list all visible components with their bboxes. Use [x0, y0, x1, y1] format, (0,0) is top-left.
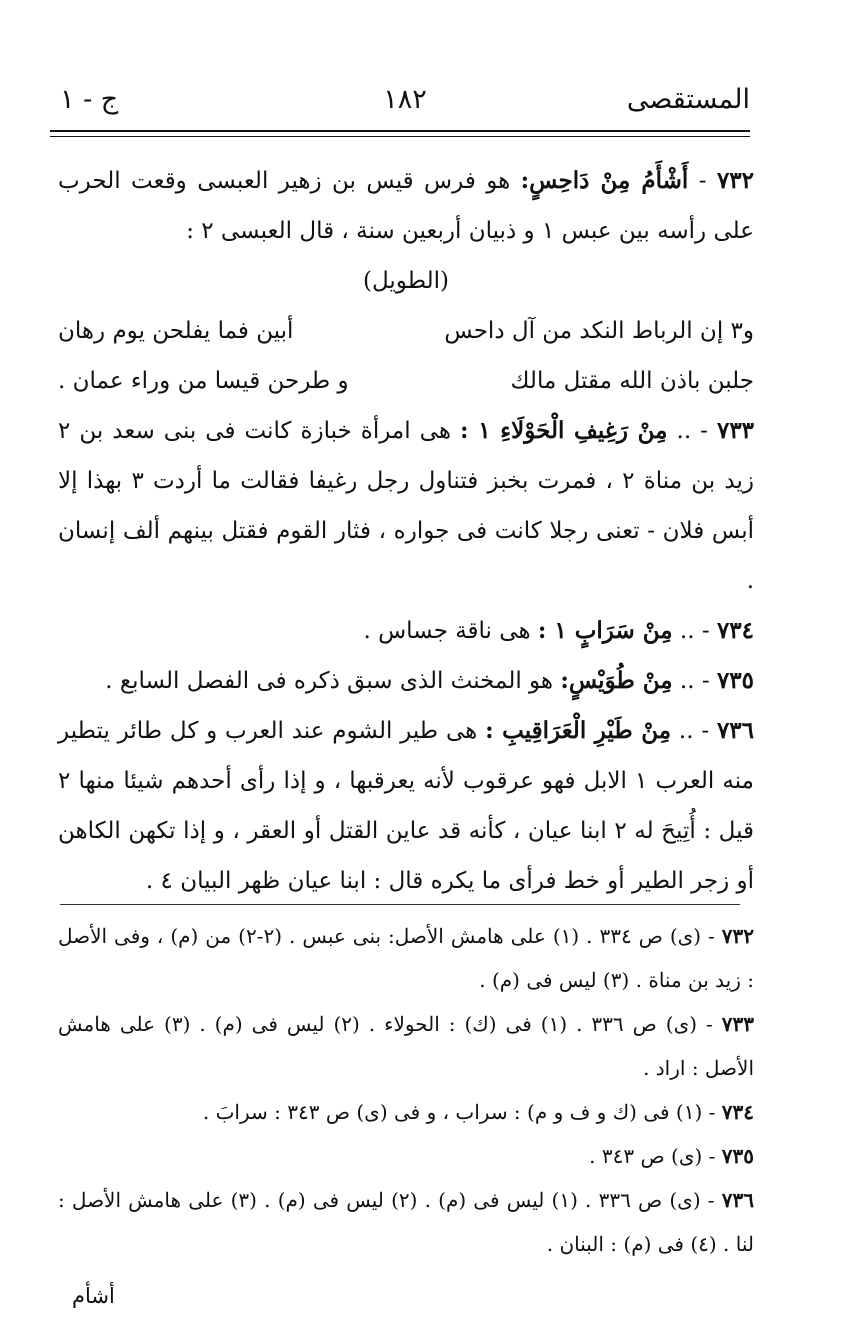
entry-headword: مِنْ سَرَابٍ ١ : [537, 617, 673, 644]
main-text [58, 156, 754, 906]
footnote-text: - (١) فى (ك و ف و م) : سراب ، و فى (ى) ص ٣٤٣ : سرابَ . [202, 1100, 722, 1124]
entry-text: هى طير الشوم عند العرب و كل طائر يتطير منه العرب ١ الابل فهو عرقوب لأنه يعرقبها ، و إذا رأى أحدهم شيئا منها ٢ قيل : أُتِيحَ له ٢ ابنا عيان ، كأنه قد عاين القتل أو العقر ، و إذا تكهن الكاهن أو زجر الطير أو خط فرأى ما يكره قال : ابنا عيان ظهر البيان ٤ . [58, 718, 755, 894]
footnote-number: ٧٣٣ [721, 1012, 754, 1036]
footnote-number: ٧٣٤ [721, 1100, 754, 1124]
footnote-732 [58, 914, 754, 1002]
entry-text: هى ناقة جساس . [363, 618, 538, 644]
entry-number: ٧٣٥ [716, 667, 754, 694]
footnote-number: ٧٣٥ [721, 1144, 754, 1168]
entry-text: هو المخنث الذى سبق ذكره فى الفصل السابع . [105, 668, 561, 694]
entry-734 [58, 606, 754, 656]
book-title: المستقصى [626, 84, 750, 115]
entry-text: هو فرس قيس بن زهير العبسى وقعت الحرب على رأسه بين عبس ١ و ذبيان أربعين سنة ، قال العبسى ٢ : [58, 168, 754, 244]
header-rule-thick [50, 130, 750, 132]
footnote-text: - (ى) ص ٣٣٤ . (١) على هامش الأصل: بنى عبس . (٢-٢) من (م) ، وفى الأصل : زيد بن مناة . (٣) ليس فى (م) . [58, 924, 754, 992]
verse-line [58, 306, 754, 356]
footnote-734 [58, 1090, 754, 1134]
verse-first-hemistich: جلبن باذن الله مقتل مالك [510, 368, 754, 394]
entry-dash: - .. [671, 718, 717, 744]
entry-number: ٧٣٦ [716, 717, 755, 744]
entry-dash: - .. [672, 668, 717, 694]
entry-dash: - .. [672, 618, 717, 644]
volume-label: ج - ١ [60, 84, 119, 115]
page-number: ١٨٢ [383, 84, 427, 115]
footnote-number: ٧٣٢ [721, 924, 755, 948]
entry-headword: مِنْ طَيْرِ الْعَرَاقِيبِ : [485, 717, 672, 744]
entry-736 [58, 706, 754, 906]
verse-second-hemistich: و طرحن قيسا من وراء عمان . [58, 368, 349, 394]
entry-number: ٧٣٤ [716, 617, 754, 644]
footnote-separator [60, 904, 740, 905]
footnotes [58, 914, 754, 1266]
entry-headword: مِنْ رَغِيفِ الْحَوْلَاءِ ١ : [459, 417, 668, 444]
header-rule-thin [50, 136, 750, 137]
entry-735 [58, 656, 754, 706]
entry-732 [58, 156, 754, 256]
verse-second-hemistich: أبين فما يفلحن يوم رهان [58, 318, 294, 344]
footnote-733 [58, 1002, 754, 1090]
entry-dash: - .. [667, 418, 717, 444]
entry-number: ٧٣٣ [716, 417, 755, 444]
entry-text: هى امرأة خبازة كانت فى بنى سعد بن ٢ زيد بن مناة ٢ ، فمرت بخبز فتناول رجل رغيفا فقالت ما أردت ٣ بهذا إلا أبس فلان - تعنى رجلا كانت فى جواره ، فثار القوم فقتل بينهم ألف إنسان . [58, 418, 754, 594]
catchword: أشأم [72, 1284, 115, 1308]
page-header [60, 84, 750, 124]
entry-headword: مِنْ طُوَيْسٍ: [560, 667, 673, 694]
verse-first-hemistich: و٣ إن الرباط النكد من آل داحس [444, 318, 754, 344]
footnote-735 [58, 1134, 754, 1178]
footnote-text: - (ى) ص ٣٣٦ . (١) فى (ك) : الحولاء . (٢) ليس فى (م) . (٣) على هامش الأصل : اراد . [58, 1012, 754, 1080]
entry-733 [58, 406, 754, 606]
entry-headword: أَشْأَمُ مِنْ دَاحِسٍ: [520, 167, 689, 194]
footnote-736 [58, 1178, 754, 1266]
footnote-text: - (ى) ص ٣٤٣ . [589, 1144, 722, 1168]
footnote-number: ٧٣٦ [721, 1188, 754, 1212]
poem-meter: (الطويل) [363, 268, 449, 294]
verse-line [58, 356, 754, 406]
entry-number: ٧٣٢ [716, 167, 754, 194]
entry-dash: - [688, 168, 717, 194]
footnote-text: - (ى) ص ٣٣٦ . (١) ليس فى (م) . (٢) ليس فى (م) . (٣) على هامش الأصل : لنا . (٤) فى (م) : البنان . [58, 1188, 754, 1256]
